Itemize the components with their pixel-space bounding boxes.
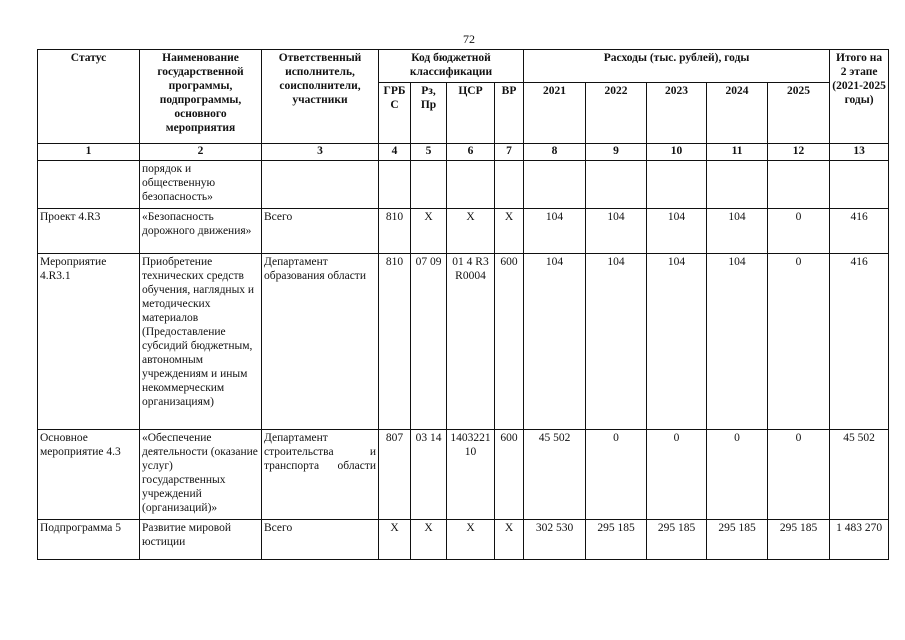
cell-2022: 104	[586, 254, 647, 430]
cell-status: Основное мероприятие 4.3	[38, 430, 140, 520]
cell-2024	[707, 161, 768, 209]
cell-name: Приобретение технических средств обучения, наглядных и методических материалов (Предоставление субсидий бюджетным, автономным учреждениям и иным некоммерческим организациям)	[140, 254, 262, 430]
column-number-row	[38, 144, 889, 161]
column-number: 3	[262, 144, 379, 161]
column-number: 12	[768, 144, 830, 161]
header-name: Наименование государственной программы, подпрограммы, основного мероприятия	[140, 50, 262, 144]
column-number: 1	[38, 144, 140, 161]
cell-2025: 0	[768, 254, 830, 430]
cell-vr: 600	[495, 254, 524, 430]
cell-name: порядок и общественную безопасность»	[140, 161, 262, 209]
cell-status: Проект 4.R3	[38, 209, 140, 254]
cell-2025: 295 185	[768, 520, 830, 560]
header-status: Статус	[38, 50, 140, 144]
header-grbs: ГРБ С	[379, 83, 411, 144]
column-number: 5	[411, 144, 447, 161]
header-expenses: Расходы (тыс. рублей), годы	[524, 50, 830, 83]
cell-total: 45 502	[830, 430, 889, 520]
cell-name: «Обеспечение деятельности (оказание услуг) государственных учреждений (организаций)»	[140, 430, 262, 520]
header-vr: ВР	[495, 83, 524, 144]
header-year-2023: 2023	[647, 83, 707, 144]
table-row	[38, 254, 889, 430]
cell-executor: Всего	[262, 209, 379, 254]
cell-vr: 600	[495, 430, 524, 520]
header-year-2024: 2024	[707, 83, 768, 144]
cell-status: Подпрограмма 5	[38, 520, 140, 560]
cell-2022: 0	[586, 430, 647, 520]
cell-2025: 0	[768, 430, 830, 520]
column-number: 11	[707, 144, 768, 161]
cell-executor: Департамент строительства и транспорта области	[262, 430, 379, 520]
cell-rzpr: 03 14	[411, 430, 447, 520]
cell-executor: Департамент образования области	[262, 254, 379, 430]
header-year-2022: 2022	[586, 83, 647, 144]
cell-grbs: 810	[379, 209, 411, 254]
page-number: 72	[463, 32, 475, 46]
cell-2023	[647, 161, 707, 209]
cell-2025: 0	[768, 209, 830, 254]
cell-total	[830, 161, 889, 209]
table-row	[38, 430, 889, 520]
cell-grbs	[379, 161, 411, 209]
cell-2021: 302 530	[524, 520, 586, 560]
cell-2022	[586, 161, 647, 209]
cell-2024: 0	[707, 430, 768, 520]
cell-2023: 295 185	[647, 520, 707, 560]
column-number: 10	[647, 144, 707, 161]
cell-2025	[768, 161, 830, 209]
cell-csr: 140322110	[447, 430, 495, 520]
cell-2022: 295 185	[586, 520, 647, 560]
cell-rzpr: 07 09	[411, 254, 447, 430]
header-year-2025: 2025	[768, 83, 830, 144]
cell-vr	[495, 161, 524, 209]
cell-2024: 104	[707, 254, 768, 430]
budget-table	[37, 49, 889, 560]
cell-vr: Х	[495, 209, 524, 254]
cell-csr: 01 4 R3 R0004	[447, 254, 495, 430]
cell-executor	[262, 161, 379, 209]
header-executor: Ответственный исполнитель, соисполнители, участники	[262, 50, 379, 144]
cell-2023: 0	[647, 430, 707, 520]
cell-2023: 104	[647, 209, 707, 254]
cell-2021	[524, 161, 586, 209]
cell-csr	[447, 161, 495, 209]
header-row	[38, 50, 889, 83]
column-number: 7	[495, 144, 524, 161]
column-number: 4	[379, 144, 411, 161]
cell-total: 1 483 270	[830, 520, 889, 560]
column-number: 9	[586, 144, 647, 161]
cell-name: Развитие мировой юстиции	[140, 520, 262, 560]
cell-total: 416	[830, 254, 889, 430]
cell-2021: 104	[524, 254, 586, 430]
cell-total: 416	[830, 209, 889, 254]
cell-vr: Х	[495, 520, 524, 560]
cell-rzpr	[411, 161, 447, 209]
cell-2022: 104	[586, 209, 647, 254]
header-total: Итого на 2 этапе (2021-2025 годы)	[830, 50, 889, 144]
cell-executor: Всего	[262, 520, 379, 560]
cell-rzpr: Х	[411, 520, 447, 560]
column-number: 13	[830, 144, 889, 161]
cell-2021: 45 502	[524, 430, 586, 520]
cell-status: Мероприятие 4.R3.1	[38, 254, 140, 430]
table-row	[38, 209, 889, 254]
header-csr: ЦСР	[447, 83, 495, 144]
cell-rzpr: Х	[411, 209, 447, 254]
cell-grbs: Х	[379, 520, 411, 560]
header-budget-code: Код бюджетной классификации	[379, 50, 524, 83]
cell-grbs: 807	[379, 430, 411, 520]
cell-2024: 295 185	[707, 520, 768, 560]
cell-2024: 104	[707, 209, 768, 254]
cell-2023: 104	[647, 254, 707, 430]
cell-csr: Х	[447, 520, 495, 560]
header-year-2021: 2021	[524, 83, 586, 144]
cell-2021: 104	[524, 209, 586, 254]
cell-csr: Х	[447, 209, 495, 254]
table-row	[38, 520, 889, 560]
column-number: 2	[140, 144, 262, 161]
table-row	[38, 161, 889, 209]
header-rzpr: Рз, Пр	[411, 83, 447, 144]
cell-status	[38, 161, 140, 209]
column-number: 8	[524, 144, 586, 161]
cell-name: «Безопасность дорожного движения»	[140, 209, 262, 254]
column-number: 6	[447, 144, 495, 161]
cell-grbs: 810	[379, 254, 411, 430]
